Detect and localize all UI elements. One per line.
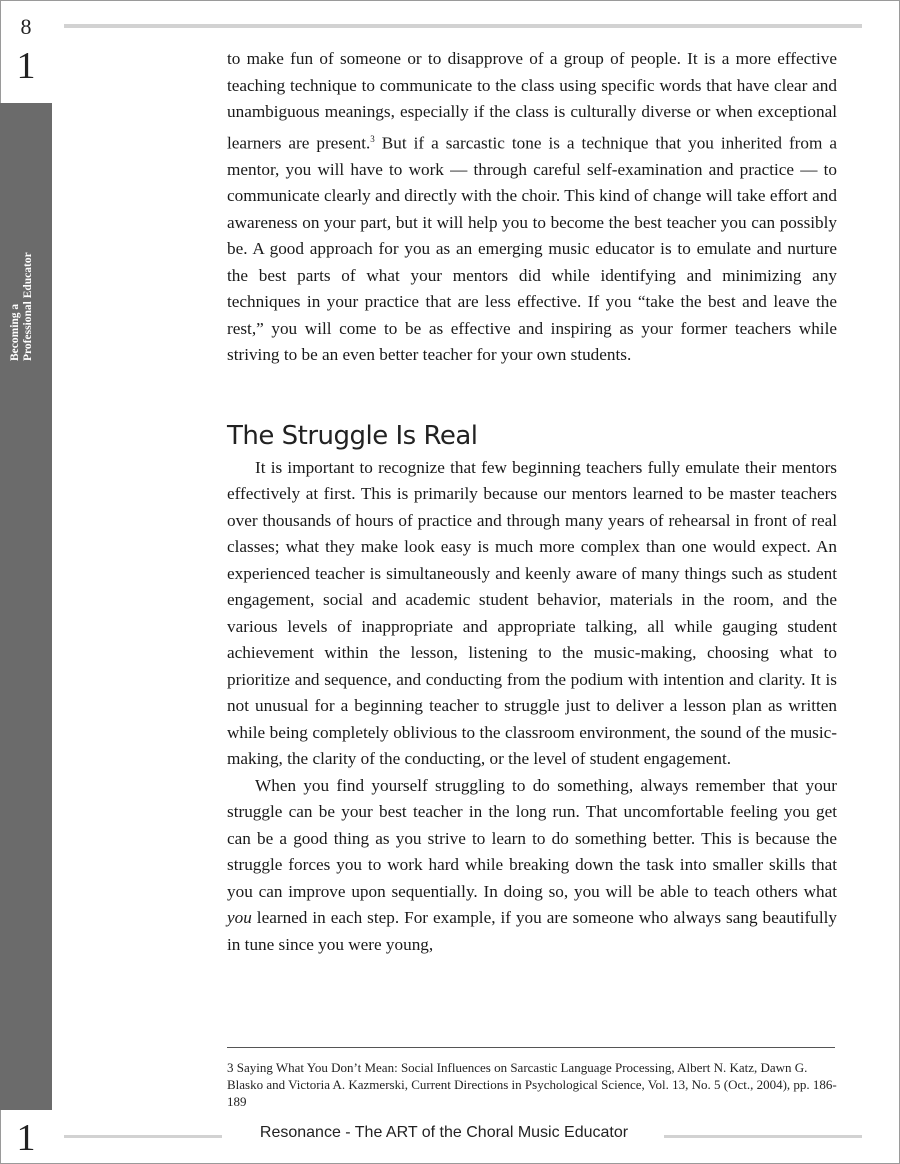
footer-title: Resonance - The ART of the Choral Music Educator bbox=[259, 1124, 629, 1141]
footnote: 3 Saying What You Don’t Mean: Social Influences on Sarcastic Language Processing, Albert N. Katz, Dawn G. Blasko and Victoria A. Kazmerski, Current Directions in Psychological Science, Vol. 13, No. 5 (Oct., 2004), pp. 186-189 bbox=[227, 1060, 837, 1109]
chapter-number-top: 1 bbox=[16, 45, 36, 87]
paragraph-1-text: to make fun of someone or to disapprove of a group of people. It is a more effective teaching technique to communicate to the class using specific words that have clear and unambiguous meanings, especially if the class is culturally diverse or when exceptional learners are present. bbox=[227, 49, 837, 153]
header-rule bbox=[64, 24, 862, 28]
footnote-rule bbox=[227, 1047, 835, 1048]
footer-rule-right bbox=[664, 1135, 862, 1138]
chapter-tab-line-2: Professional Educator bbox=[22, 252, 34, 361]
footnote-marker: 3 bbox=[370, 133, 375, 144]
paragraph-1 bbox=[227, 46, 837, 369]
paragraph-3-part-b: learned in each step. For example, if you are someone who always sang beautifully in tune since you were young, bbox=[227, 908, 837, 954]
chapter-number-bottom: 1 bbox=[16, 1117, 36, 1159]
paragraph-1-continued: But if a sarcastic tone is a technique that you inherited from a mentor, you will have to work — through careful self-examination and practice — to communicate clearly and directly with the choir. This kind of change will take effort and awareness on your part, but it will help you to become the best teacher you can possibly be. A good approach for you as an emerging music educator is to emulate and nurture the best parts of what your mentors did while identifying and minimizing any techniques in your practice that are less effective. If you “take the best and leave the rest,” you will come to be as effective and inspiring as your former teachers while striving to be an even better teacher for your own students. bbox=[227, 133, 837, 365]
paragraph-3-emphasis: you bbox=[227, 908, 252, 928]
chapter-tab-label bbox=[9, 131, 35, 361]
footer-rule-left bbox=[64, 1135, 222, 1138]
chapter-tab bbox=[0, 103, 52, 1110]
chapter-sidebar bbox=[0, 0, 52, 1164]
chapter-tab-line-1: Becoming a bbox=[9, 303, 21, 361]
section-title: The Struggle Is Real bbox=[227, 420, 478, 451]
paragraph-3 bbox=[227, 773, 837, 959]
body-text bbox=[227, 46, 837, 958]
paragraph-3-part-a: When you find yourself struggling to do something, always remember that your struggle can be your best teacher in the long run. That uncomfortable feeling you get can be a good thing as you strive to learn to do something better. This is because the struggle forces you to work hard while breaking down the task into smaller skills that you can improve upon sequentially. In doing so, you will be able to teach others what bbox=[227, 775, 837, 901]
page-number: 8 bbox=[20, 14, 32, 39]
paragraph-2: It is important to recognize that few beginning teachers fully emulate their mentors effectively at first. This is primarily because our mentors learned to be master teachers over thousands of hours of practice and through many years of rehearsal in front of real classes; what they make look easy is much more complex than one would expect. An experienced teacher is simultaneously and keenly aware of many things such as student engagement, social and academic student behavior, materials in the room, and the various levels of inappropriate and appropriate talking, all while gauging student achievement within the lesson, listening to the music-making, choosing what to prioritize and sequence, and conducting from the podium with intention and clarity. It is not unusual for a beginning teacher to struggle just to deliver a lesson plan as written while being completely oblivious to the classroom environment, the sound of the music-making, the clarity of the conducting, or the level of student engagement. bbox=[227, 457, 837, 769]
